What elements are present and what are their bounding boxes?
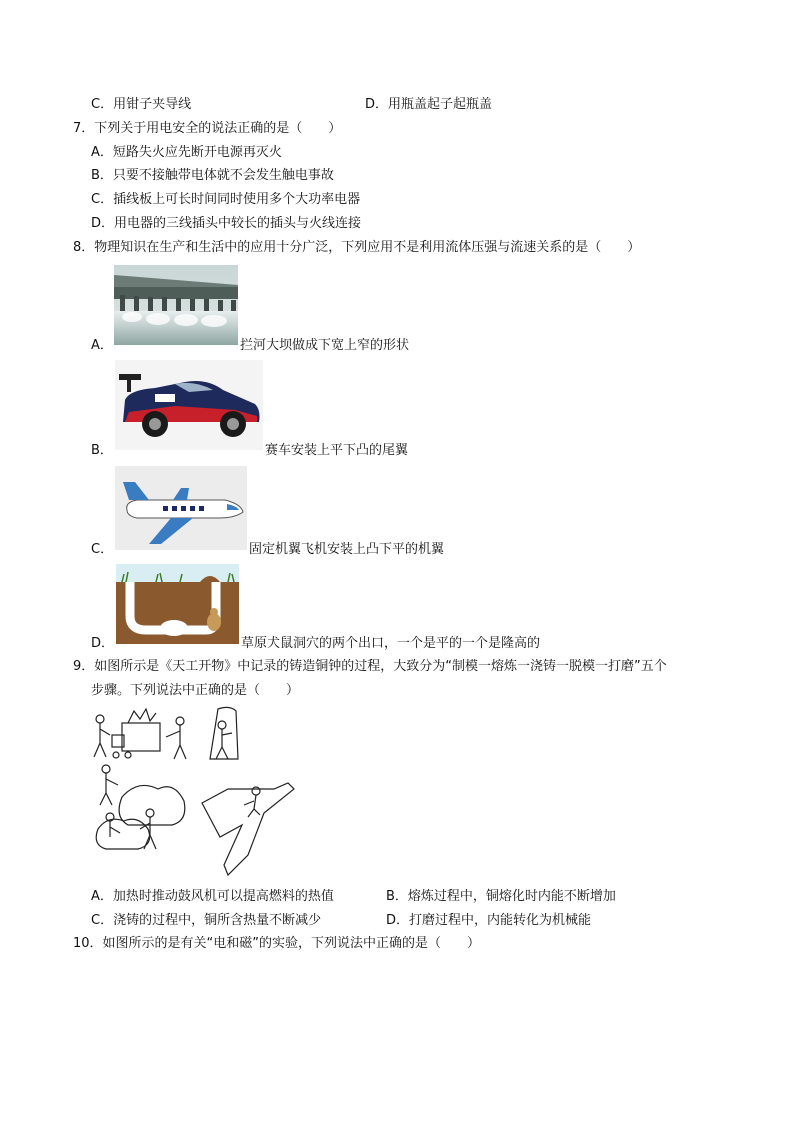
q7-option-c: C．插线板上可长时间同时使用多个大功率电器 (91, 192, 361, 207)
q8-option-b-letter: B． (91, 443, 113, 458)
q9-option-b: B．熔炼过程中，铜熔化时内能不断增加 (386, 889, 616, 904)
prairie-dog-burrow-illustration-icon (116, 564, 239, 644)
q9-option-c: C．浇铸的过程中，铜所含热量不断减少 (91, 913, 322, 928)
q8-option-d-letter: D． (91, 636, 115, 651)
airplane-illustration-icon (115, 466, 247, 550)
q6-option-d: D．用瓶盖起子起瓶盖 (365, 97, 493, 112)
q6-option-c: C．用钳子夹导线 (91, 97, 192, 112)
q7-option-d: D．用电器的三线插头中较长的插头与火线连接 (91, 216, 362, 231)
q8-option-a-text: 拦河大坝做成下宽上窄的形状 (240, 338, 410, 353)
bronze-bell-casting-illustration-icon (88, 705, 298, 881)
q8-stem: 8．物理知识在生产和生活中的应用十分广泛，下列应用不是利用流体压强与流速关系的是（ ） (73, 240, 641, 255)
race-car-photo-icon (115, 360, 263, 450)
dam-photo-icon (114, 265, 238, 345)
q8-option-b-text: 赛车安装上平下凸的尾翼 (265, 443, 409, 458)
q8-option-c-letter: C． (91, 542, 114, 557)
q10-stem: 10．如图所示的是有关“电和磁”的实验，下列说法中正确的是（ ） (73, 936, 481, 951)
q8-option-c-text: 固定机翼飞机安装上凸下平的机翼 (249, 542, 445, 557)
q8-option-d-text: 草原犬鼠洞穴的两个出口，一个是平的一个是隆高的 (241, 636, 541, 651)
q9-stem-line1: 9．如图所示是《天工开物》中记录的铸造铜钟的过程，大致分为“制模一熔炼一浇铸一脱模一打磨”五个 (73, 659, 667, 674)
q7-stem: 7．下列关于用电安全的说法正确的是（ ） (73, 121, 342, 136)
q9-stem-line2: 步骤。下列说法中正确的是（ ） (91, 683, 300, 698)
q8-option-a-letter: A． (91, 338, 113, 353)
q9-option-a: A．加热时推动鼓风机可以提高燃料的热值 (91, 889, 334, 904)
q7-option-b: B．只要不接触带电体就不会发生触电事故 (91, 168, 334, 183)
q9-option-d: D．打磨过程中，内能转化为机械能 (386, 913, 592, 928)
q7-option-a: A．短路失火应先断开电源再灭火 (91, 145, 282, 160)
